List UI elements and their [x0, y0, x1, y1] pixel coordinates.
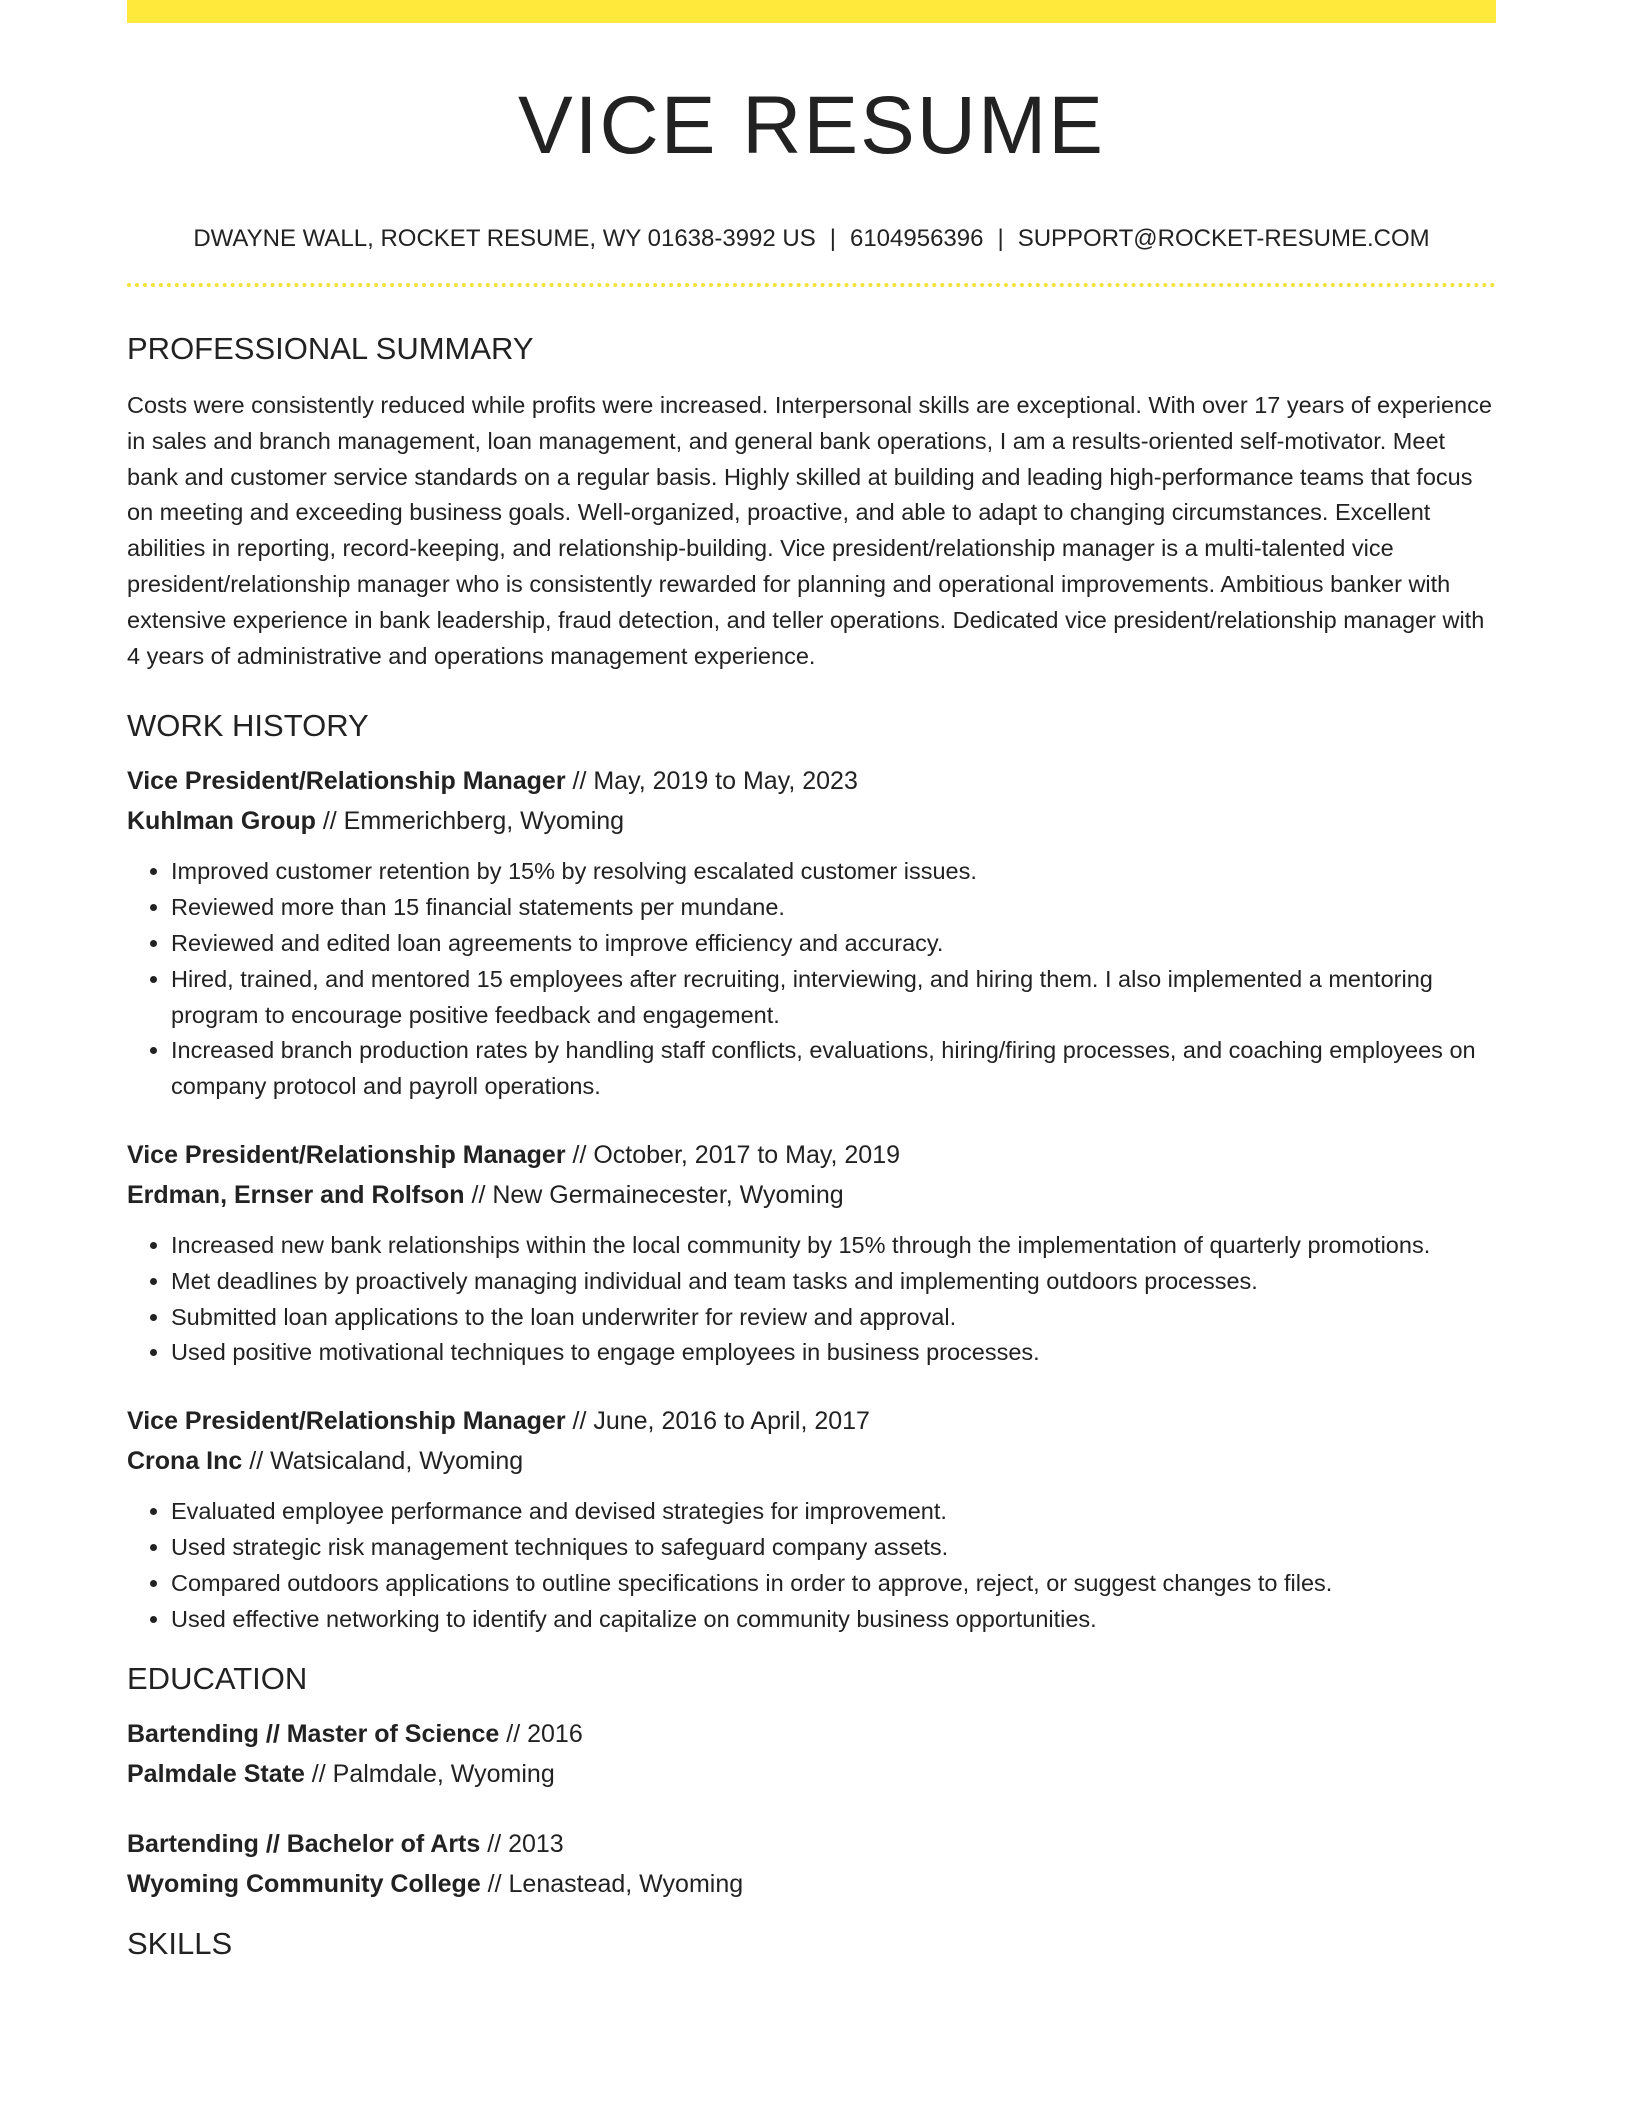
work-history-heading: WORK HISTORY	[127, 708, 369, 744]
job-company: Erdman, Ernser and Rolfson	[127, 1181, 465, 1210]
education-entry	[127, 1714, 1496, 1794]
job-bullet: • Used effective networking to identify and capitalize on community business opportunities.	[171, 1602, 1496, 1638]
education-location: // Lenastead, Wyoming	[480, 1870, 744, 1899]
job-bullets	[127, 1228, 1496, 1371]
contact-email: SUPPORT@ROCKET-RESUME.COM	[1017, 225, 1430, 253]
skills-heading: SKILLS	[127, 1926, 233, 1962]
job-bullet: • Hired, trained, and mentored 15 employees after recruiting, interviewing, and hiring them. I also implemented a mentoring program to encourage positive feedback and engagement.	[171, 962, 1496, 1034]
education-degree-line	[127, 1824, 1496, 1864]
job-bullet: • Evaluated employee performance and devised strategies for improvement.	[171, 1494, 1496, 1530]
job-list	[127, 761, 1496, 1637]
job-bullet: • Submitted loan applications to the loan underwriter for review and approval.	[171, 1300, 1496, 1336]
job-bullet: • Improved customer retention by 15% by resolving escalated customer issues.	[171, 854, 1496, 890]
job-bullet: • Increased new bank relationships within the local community by 15% through the implementation of quarterly promotions.	[171, 1228, 1496, 1264]
contact-separator: |	[997, 225, 1004, 253]
job-bullet: • Used positive motivational techniques to engage employees in business processes.	[171, 1335, 1496, 1371]
education-school-line	[127, 1754, 1496, 1794]
job-company-line	[127, 1175, 1496, 1215]
job-bullets	[127, 1494, 1496, 1637]
job-dates: // June, 2016 to April, 2017	[565, 1407, 870, 1436]
contact-address: DWAYNE WALL, ROCKET RESUME, WY 01638-3992 US	[193, 225, 816, 253]
job-location: // New Germainecester, Wyoming	[464, 1181, 844, 1210]
job-location: // Emmerichberg, Wyoming	[315, 807, 625, 836]
education-list	[127, 1714, 1496, 1904]
job-bullet: • Met deadlines by proactively managing individual and team tasks and implementing outdoors processes.	[171, 1264, 1496, 1300]
job-bullet: • Increased branch production rates by handling staff conflicts, evaluations, hiring/firing processes, and coaching employees on company protocol and payroll operations.	[171, 1033, 1496, 1105]
resume-title: VICE RESUME	[518, 80, 1105, 171]
education-year: // 2016	[499, 1720, 583, 1749]
education-year: // 2013	[480, 1830, 564, 1859]
job-company: Kuhlman Group	[127, 807, 316, 836]
job-dates: // October, 2017 to May, 2019	[565, 1141, 901, 1170]
job-bullet: • Reviewed more than 15 financial statements per mundane.	[171, 890, 1496, 926]
education-school: Wyoming Community College	[127, 1870, 481, 1899]
job-dates: // May, 2019 to May, 2023	[565, 767, 858, 796]
education-degree: Bartending // Master of Science	[127, 1720, 500, 1749]
job-title: Vice President/Relationship Manager	[127, 1141, 566, 1170]
job-title: Vice President/Relationship Manager	[127, 1407, 566, 1436]
dotted-divider	[127, 283, 1496, 287]
job-title-line	[127, 761, 1496, 801]
education-location: // Palmdale, Wyoming	[304, 1760, 555, 1789]
job-bullet: • Used strategic risk management techniques to safeguard company assets.	[171, 1530, 1496, 1566]
contact-line	[127, 225, 1496, 253]
job-bullets	[127, 854, 1496, 1105]
job-title-line	[127, 1135, 1496, 1175]
contact-separator: |	[829, 225, 836, 253]
education-degree-line	[127, 1714, 1496, 1754]
education-heading: EDUCATION	[127, 1661, 308, 1697]
job-title-line	[127, 1401, 1496, 1441]
job-title: Vice President/Relationship Manager	[127, 767, 566, 796]
summary-text: Costs were consistently reduced while profits were increased. Interpersonal skills are exceptional. With over 17 years of experience in sales and branch management, loan management, and general bank operations, I am a results-oriented self-motivator. Meet bank and customer service standards on a regular basis. Highly skilled at building and leading high-performance teams that focus on meeting and exceeding business goals. Well-organized, proactive, and able to adapt to changing circumstances. Excellent abilities in reporting, record-keeping, and relationship-building. Vice president/relationship manager is a multi-talented vice president/relationship manager who is consistently rewarded for planning and operational improvements. Ambitious banker with extensive experience in bank leadership, fraud detection, and teller operations. Dedicated vice president/relationship manager with 4 years of administrative and operations management experience.	[127, 392, 1492, 669]
job-company: Crona Inc	[127, 1447, 243, 1476]
job-bullet: • Compared outdoors applications to outline specifications in order to approve, reject, or suggest changes to files.	[171, 1566, 1496, 1602]
accent-top-bar	[127, 0, 1496, 23]
contact-phone: 6104956396	[849, 225, 984, 253]
job-entry	[127, 761, 1496, 1105]
summary-heading: PROFESSIONAL SUMMARY	[127, 331, 534, 367]
education-school-line	[127, 1864, 1496, 1904]
job-location: // Watsicaland, Wyoming	[242, 1447, 524, 1476]
education-degree: Bartending // Bachelor of Arts	[127, 1830, 481, 1859]
job-company-line	[127, 801, 1496, 841]
education-entry	[127, 1824, 1496, 1904]
job-entry	[127, 1135, 1496, 1371]
job-entry	[127, 1401, 1496, 1637]
job-bullet: • Reviewed and edited loan agreements to improve efficiency and accuracy.	[171, 926, 1496, 962]
education-school: Palmdale State	[127, 1760, 305, 1789]
job-company-line	[127, 1441, 1496, 1481]
resume-page	[127, 0, 1496, 1962]
